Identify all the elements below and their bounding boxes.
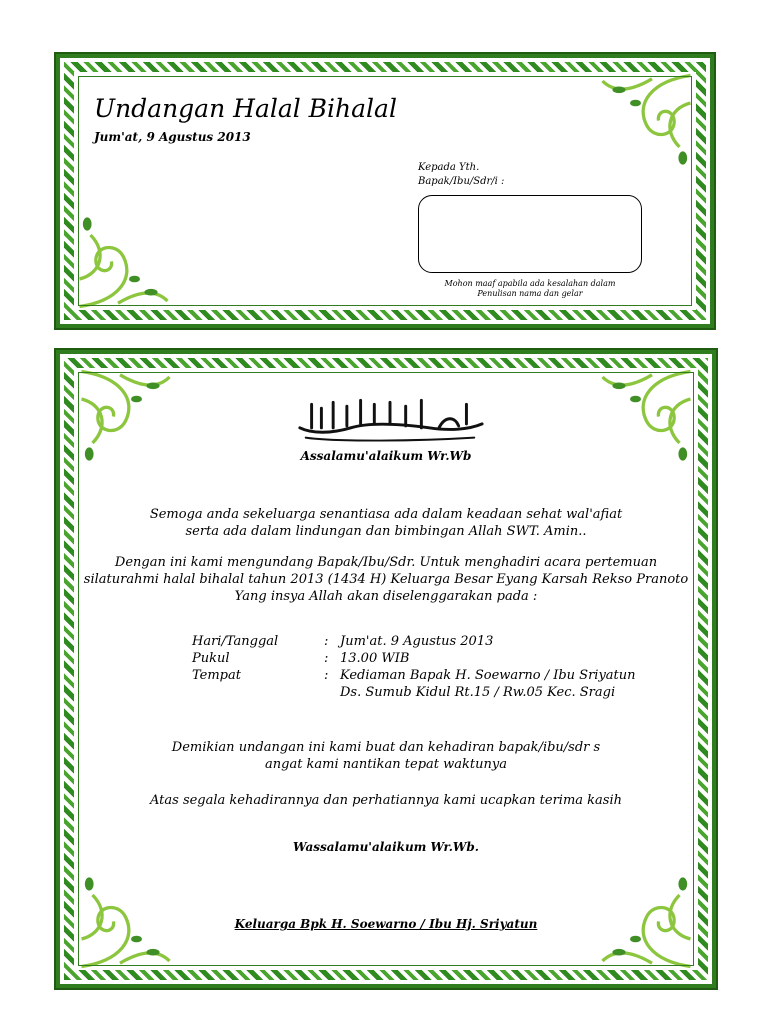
letter-card [56,350,716,988]
detail-label: Pukul [192,651,230,666]
detail-label: Tempat [192,668,241,683]
closing-greeting: Wassalamu'alaikum Wr.Wb. [293,840,479,854]
paragraph-line: serta ada dalam lindungan dan bimbingan Allah SWT. Amin.. [185,524,587,539]
apology-note [410,279,650,299]
opening-greeting: Assalamu'alaikum Wr.Wb [300,449,472,463]
detail-value: Jum'at. 9 Agustus 2013 [340,634,494,649]
floral-swirl-ornament-icon [74,202,184,312]
envelope-card [56,54,714,328]
detail-row: Hari/Tanggal : Jum'at. 9 Agustus 2013 [192,634,494,649]
apology-note-line-1: Mohon maaf apabila ada kesalahan dalam [444,279,616,288]
recipient-line-2: Bapak/Ibu/Sdr/i : [418,176,505,187]
recipient-line-1: Kepada Yth. [418,162,480,173]
paragraph-line: silaturahmi halal bihalal tahun 2013 (1434 H) Keluarga Besar Eyang Karsah Rekso Pranoto [83,572,689,587]
envelope-date: Jum'at, 9 Agustus 2013 [94,130,251,144]
detail-value: 13.00 WIB [340,651,410,666]
address-box [418,195,642,273]
detail-row: Pukul : 13.00 WIB [192,651,410,666]
detail-label: Hari/Tanggal [192,634,279,649]
detail-address-extra: Ds. Sumub Kidul Rt.15 / Rw.05 Kec. Sragi [340,685,616,700]
paragraph-line: Semoga anda sekeluarga senantiasa ada dalam keadaan sehat wal'afiat [149,507,623,522]
signature: Keluarga Bpk H. Soewarno / Ibu Hj. Sriyatun [234,917,538,931]
bismillah-calligraphy-icon [292,394,488,444]
paragraph-closing-note [60,739,712,773]
paragraph-line: Dengan ini kami mengundang Bapak/Ibu/Sdr. Untuk menghadiri acara pertemuan [114,555,658,570]
paragraph-wishes [60,506,712,540]
event-details [192,633,636,701]
envelope-title: Undangan Halal Bihalal [94,94,397,123]
paragraph-thanks: Atas segala kehadirannya dan perhatiannya kami ucapkan terima kasih [150,793,622,808]
apology-note-line-2: Penulisan nama dan gelar [477,289,583,298]
paragraph-invitation [60,554,712,605]
paragraph-line: Demikian undangan ini kami buat dan kehadiran bapak/ibu/sdr s [171,740,601,755]
paragraph-line: angat kami nantikan tepat waktunya [265,757,507,772]
floral-swirl-ornament-icon [586,70,696,180]
paragraph-line: Yang insya Allah akan diselenggarakan pada : [234,589,538,604]
detail-row: Tempat : Kediaman Bapak H. Soewarno / Ibu Sriyatun [192,668,636,683]
recipient-label [418,161,504,189]
detail-value: Kediaman Bapak H. Soewarno / Ibu Sriyatun [340,668,636,683]
